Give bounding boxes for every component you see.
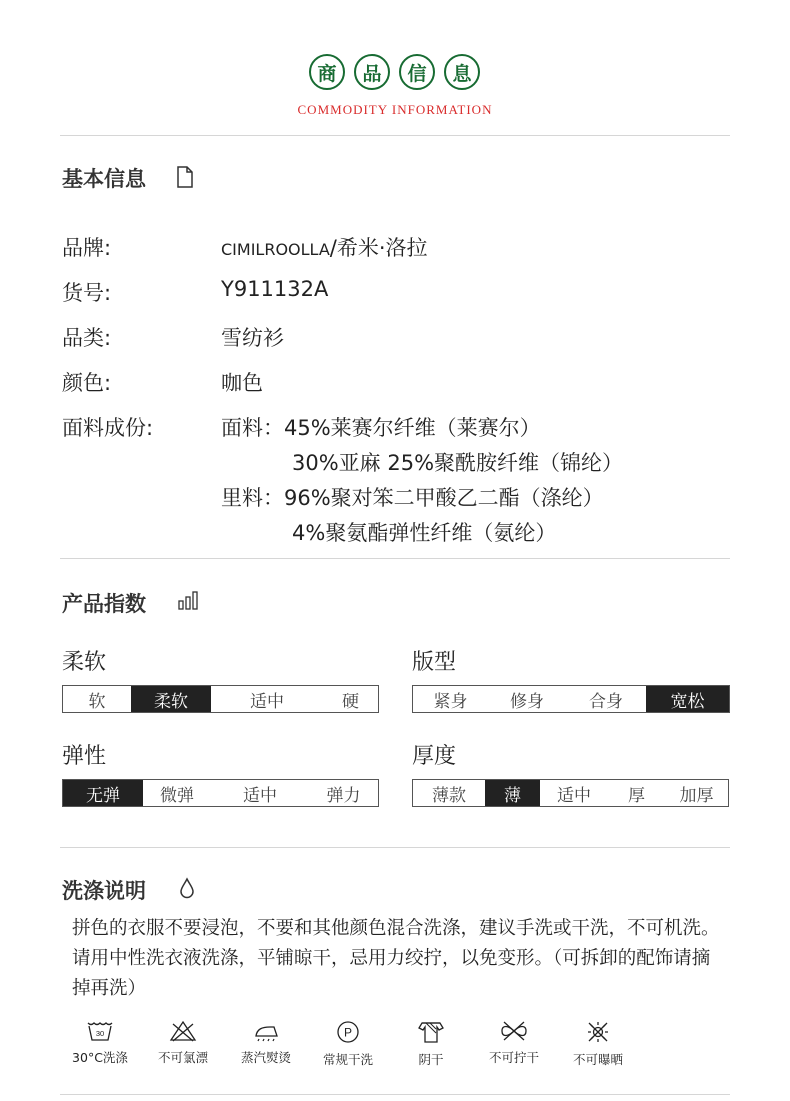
fabric-line: 里料：96%聚对笨二甲酸乙二酯（涤纶） xyxy=(221,486,604,510)
fabric-line: 面料：45%莱赛尔纤维（莱赛尔） xyxy=(221,416,541,440)
scale-option: 软 xyxy=(88,691,106,712)
section-title-wash: 洗涤说明 xyxy=(62,879,146,903)
care-label: 不可氯漂 xyxy=(157,1050,208,1065)
index-title-fit: 版型 xyxy=(412,650,457,675)
care-label: 常规干洗 xyxy=(322,1052,373,1067)
scale-option: 厚 xyxy=(628,785,645,806)
fabric-line: 4%聚氨酯弹性纤维（氨纶） xyxy=(292,521,557,545)
scale-option: 柔软 xyxy=(131,686,211,712)
scale-option: 无弹 xyxy=(63,780,143,806)
divider xyxy=(60,847,730,848)
scale-option: 弹力 xyxy=(326,785,361,806)
scale-option: 合身 xyxy=(589,691,623,712)
no-wring-icon xyxy=(477,1020,551,1066)
header-char: 商 xyxy=(309,54,345,90)
header-char: 信 xyxy=(399,54,435,90)
scale-option: 修身 xyxy=(510,691,544,712)
thickness-scale xyxy=(412,779,729,807)
wash-30-icon xyxy=(63,1020,137,1066)
softness-scale xyxy=(62,685,379,713)
label-fabric: 面料成份: xyxy=(62,416,154,440)
steam-iron-icon xyxy=(229,1020,303,1066)
scale-option: 加厚 xyxy=(679,785,714,806)
scale-option: 宽松 xyxy=(646,686,729,712)
care-label: 不可拧干 xyxy=(488,1050,539,1065)
dry-clean-badge: P xyxy=(343,1025,353,1040)
label-category: 品类: xyxy=(62,326,112,350)
section-title-index: 产品指数 xyxy=(62,592,146,616)
index-title-thickness: 厚度 xyxy=(412,744,457,769)
bar-chart-icon xyxy=(178,591,200,611)
water-drop-icon xyxy=(179,877,195,899)
care-label: 阴干 xyxy=(418,1052,444,1067)
value-color: 咖色 xyxy=(221,371,263,395)
divider xyxy=(60,558,730,559)
label-item-no: 货号: xyxy=(62,281,112,305)
scale-option: 薄 xyxy=(485,780,540,806)
scale-option: 适中 xyxy=(243,785,277,806)
brand-chinese: /希米·洛拉 xyxy=(329,236,428,260)
dry-clean-icon xyxy=(311,1020,385,1068)
no-bleach-icon xyxy=(146,1020,220,1066)
scale-option: 适中 xyxy=(250,691,284,712)
scale-option: 紧身 xyxy=(433,691,468,712)
index-title-elasticity: 弹性 xyxy=(62,744,107,769)
shade-dry-icon xyxy=(394,1020,468,1068)
wash-instructions: 拼色的衣服不要浸泡，不要和其他颜色混合洗涤，建议手洗或干洗，不可机洗。请用中性洗衣液洗涤，平铺晾干，忌用力绞拧，以免变形。（可拆卸的配饰请摘掉再洗） xyxy=(72,918,720,999)
header-subtitle: COMMODITY INFORMATION xyxy=(297,102,493,117)
no-sun-icon xyxy=(561,1020,635,1068)
brand-latin: CIMILROOLLA xyxy=(221,240,330,259)
scale-option: 适中 xyxy=(557,785,591,806)
label-brand: 品牌: xyxy=(62,236,112,260)
document-icon xyxy=(176,166,194,188)
scale-option: 薄款 xyxy=(432,785,466,806)
fit-scale xyxy=(412,685,730,713)
fabric-line: 30%亚麻 25%聚酰胺纤维（锦纶） xyxy=(292,451,624,475)
scale-option: 微弹 xyxy=(160,785,194,806)
label-color: 颜色: xyxy=(62,371,112,395)
care-label: 30°C洗涤 xyxy=(72,1050,128,1065)
value-brand xyxy=(221,232,428,262)
header-title-circles xyxy=(309,54,483,94)
section-title-basic: 基本信息 xyxy=(62,167,146,191)
divider xyxy=(60,135,730,136)
header-char: 品 xyxy=(354,54,390,90)
divider xyxy=(60,1094,730,1095)
care-label: 蒸汽熨烫 xyxy=(240,1050,291,1065)
care-label: 不可曝晒 xyxy=(572,1052,623,1067)
elasticity-scale xyxy=(62,779,379,807)
value-item-no: Y911132A xyxy=(221,277,329,301)
wash-temp-badge: 30 xyxy=(95,1029,105,1038)
index-title-softness: 柔软 xyxy=(62,650,107,675)
header-char: 息 xyxy=(444,54,480,90)
value-category: 雪纺衫 xyxy=(221,326,284,350)
scale-option: 硬 xyxy=(342,691,359,712)
